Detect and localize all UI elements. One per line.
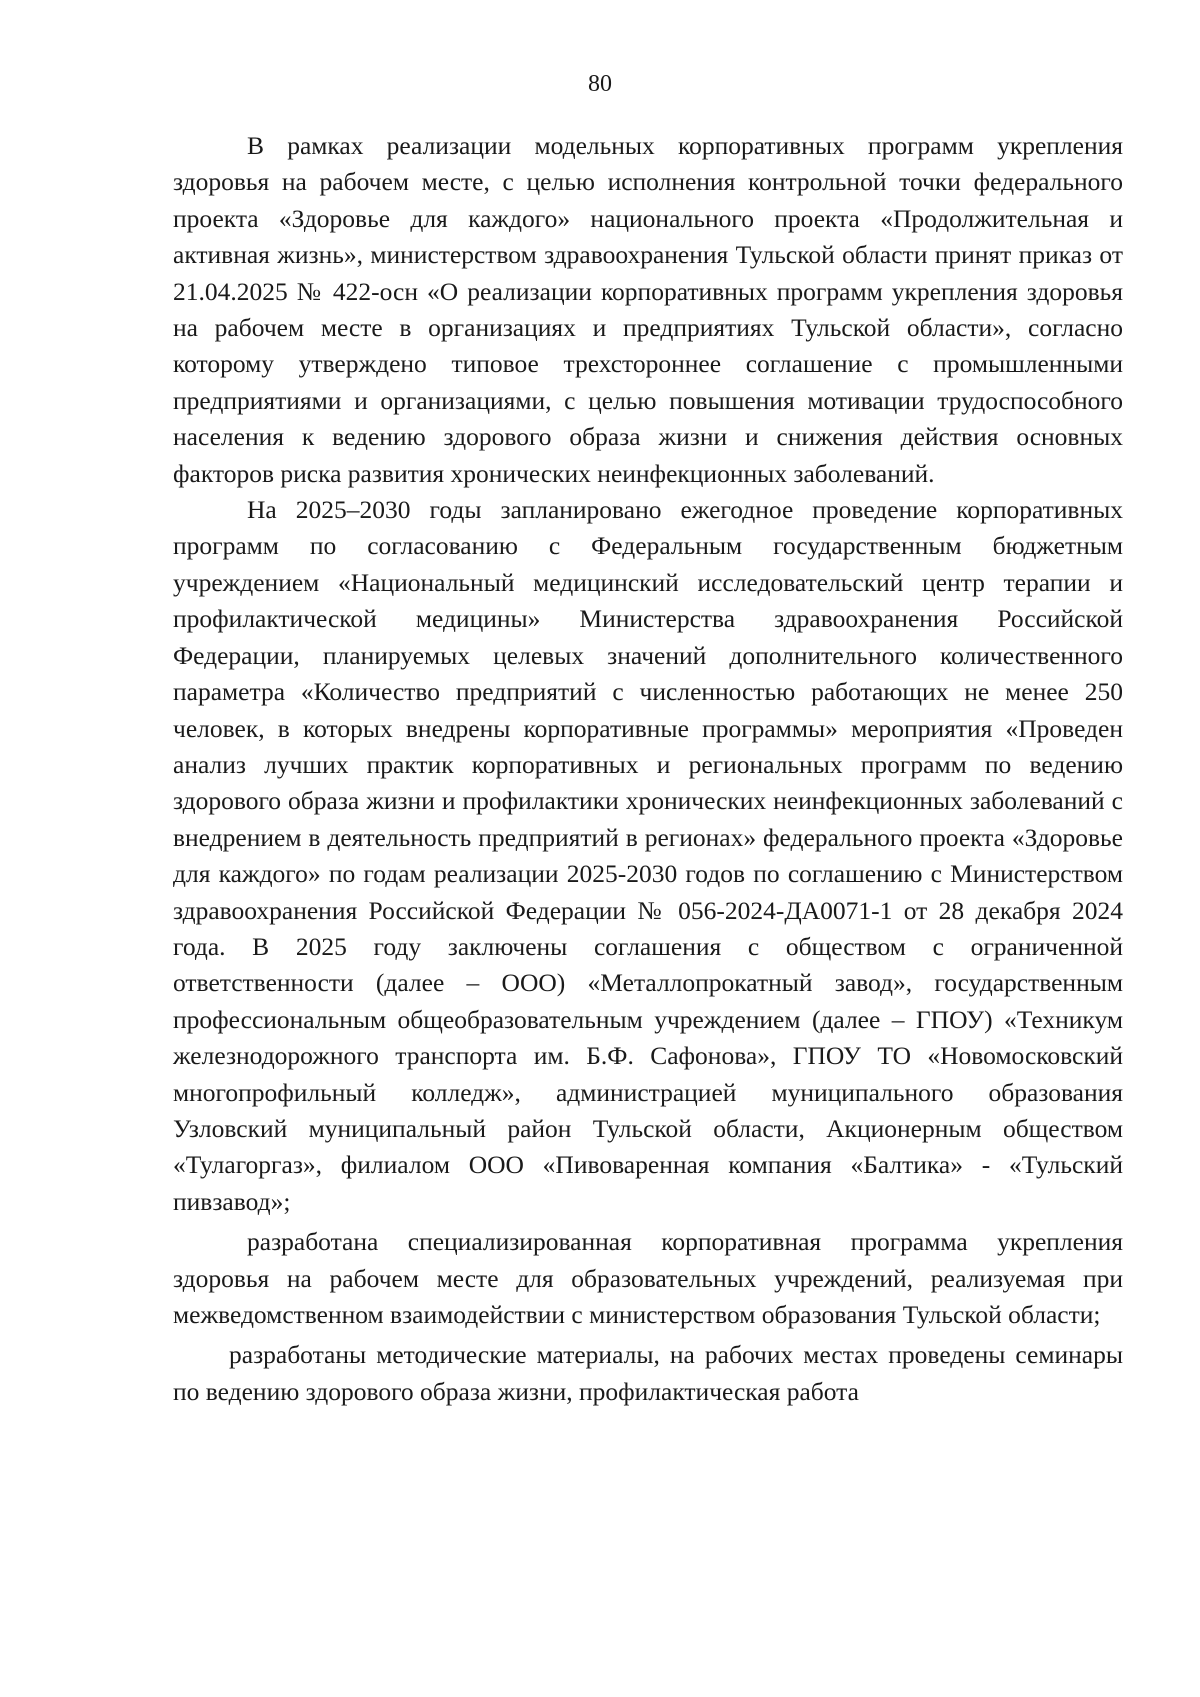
paragraph-methodical-materials: разработаны методические материалы, на рабочих местах проведены семинары по ведению здорового образа жизни, профилактическая работа (173, 1340, 1123, 1406)
paragraph-2025-2030-plans: На 2025–2030 годы запланировано ежегодное проведение корпоративных программ по согласованию с Федеральным государственным бюджетным учреждением «Национальный медицинский исследовательский центр терапии и профилактической медицины» Министерства здравоохранения Российской Федерации, планируемых целевых значений дополнительного количественного параметра «Количество предприятий с численностью работающих не менее 250 человек, в которых внедрены корпоративные программы» мероприятия «Проведен анализ лучших практик корпоративных и региональных программ по ведению здорового образа жизни и профилактики хронических неинфекционных заболеваний с внедрением в деятельность предприятий в регионах» федерального проекта «Здоровье для каждого» по годам реализации 2025-2030 годов по соглашению с Министерством здравоохранения Российской Федерации № 056-2024-ДА0071-1 от 28 декабря 2024 года. В 2025 году заключены соглашения с обществом с ограниченной ответственности (далее – ООО) «Металлопрокатный завод», государственным профессиональным общеобразовательным учреждением (далее – ГПОУ) «Техникум железнодорожного транспорта им. Б.Ф. Сафонова», ГПОУ ТО «Новомосковский многопрофильный колледж», администрацией муниципального образования Узловский муниципальный район Тульской области, Акционерным обществом «Тулагоргаз», филиалом ООО «Пивоваренная компания «Балтика» - «Тульский пивзавод»; (173, 495, 1123, 1216)
paragraph-corporate-programs-order: В рамках реализации модельных корпоративных программ укрепления здоровья на рабочем месте, с целью исполнения контрольной точки федерального проекта «Здоровье для каждого» национального проекта «Продолжительная и активная жизнь», министерством здравоохранения Тульской области принят приказ от 21.04.2025 № 422-осн «О реализации корпоративных программ укрепления здоровья на рабочем месте в организациях и предприятиях Тульской области», согласно которому утверждено типовое трехстороннее соглашение с промышленными предприятиями и организациями, с целью повышения мотивации трудоспособного населения к ведению здорового образа жизни и снижения действия основных факторов риска развития хронических неинфекционных заболеваний. (173, 131, 1123, 488)
page-number: 80 (588, 71, 612, 97)
paragraph-educational-program: разработана специализированная корпоративная программа укрепления здоровья на рабочем месте для образовательных учреждений, реализуемая при межведомственном взаимодействии с министерством образования Тульской области; (173, 1227, 1123, 1329)
document-body (173, 128, 1123, 1410)
